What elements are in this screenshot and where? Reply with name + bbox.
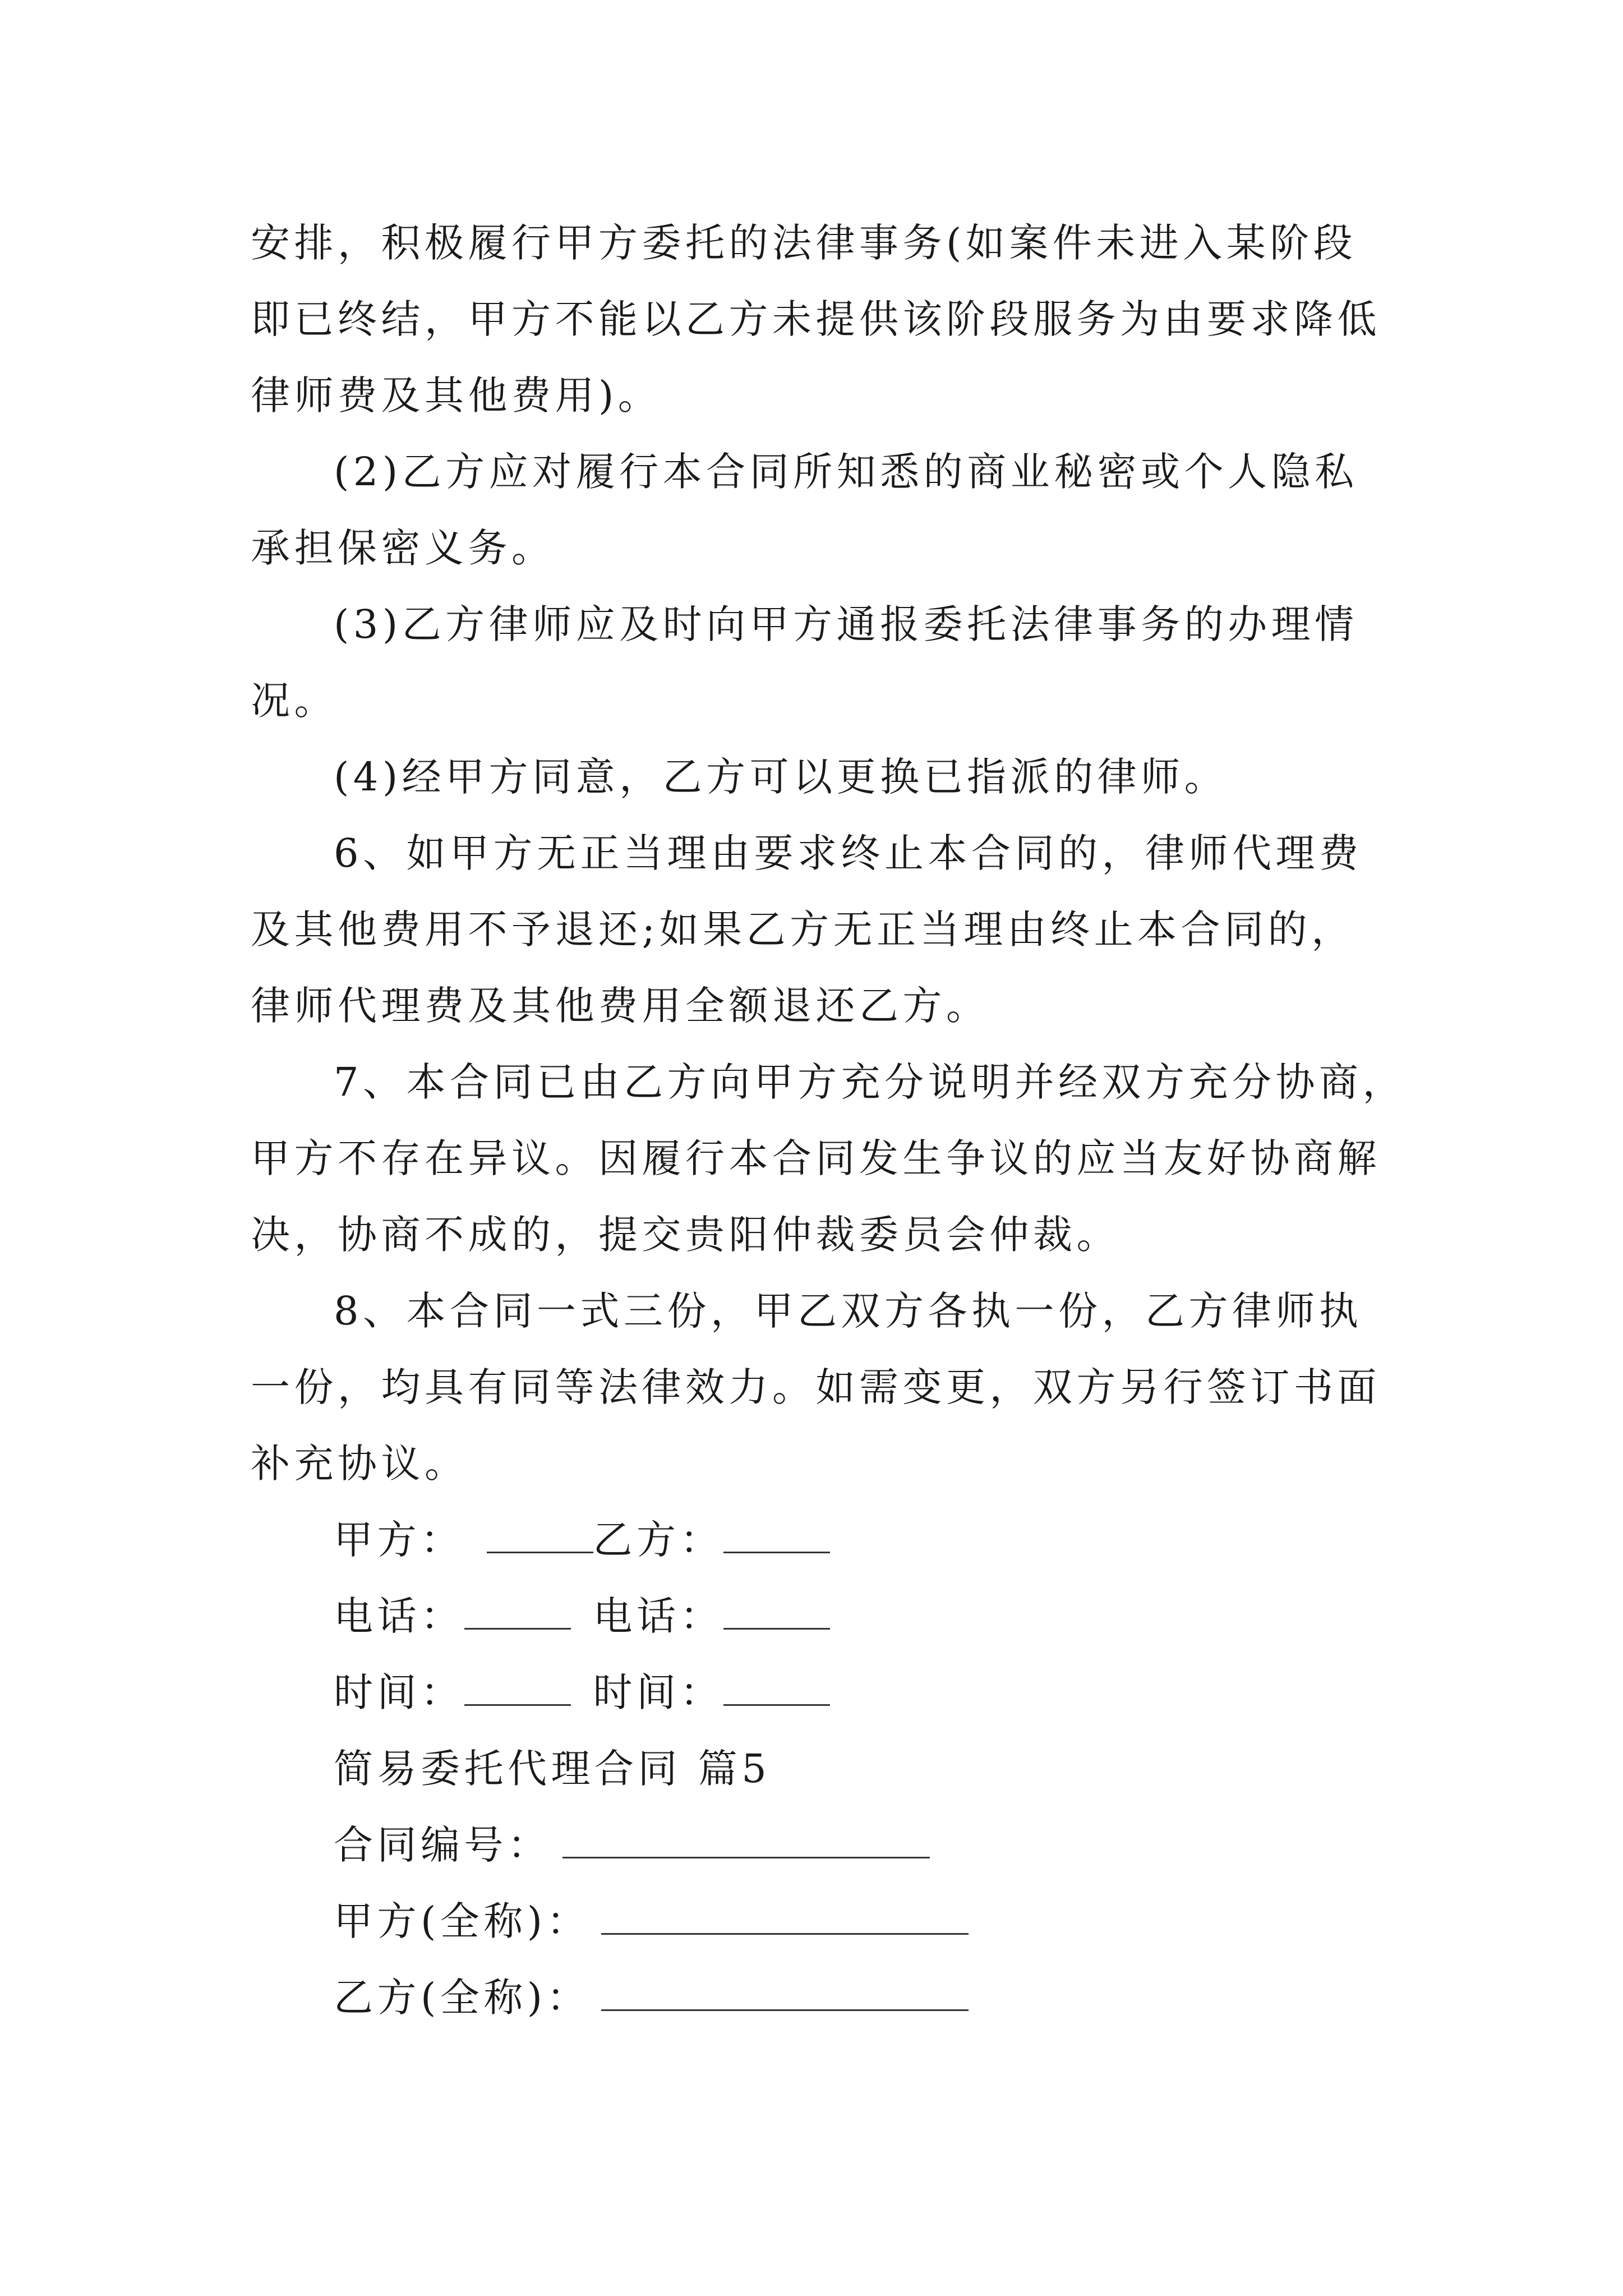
contract-number-blank[interactable] [562,1822,930,1858]
phone-a-label: 电话： [334,1593,464,1639]
phone-b-blank[interactable] [723,1593,830,1630]
phone-b-label: 电话： [593,1593,723,1639]
paragraph-line: 安排，积极履行甲方委托的法律事务(如案件未进入某阶段 [251,220,1357,266]
phone-a-blank[interactable] [464,1593,571,1630]
paragraph-line: 一份，均具有同等法律效力。如需变更，双方另行签订书面 [251,1364,1381,1410]
time-b-label: 时间： [593,1669,723,1715]
paragraph-line: 8、本合同一式三份，甲乙双方各执一份，乙方律师执 [334,1288,1363,1334]
paragraph-line: 律师代理费及其他费用全额退还乙方。 [251,983,990,1029]
paragraph-line: (2)乙方应对履行本合同所知悉的商业秘密或个人隐私 [334,449,1358,495]
contract-number-row [334,1820,930,1870]
paragraph-line: 承担保密义务。 [251,525,555,571]
signature-row-phone [334,1591,830,1641]
paragraph-line: 及其他费用不予退还;如果乙方无正当理由终止本合同的， [251,907,1355,953]
signature-row-party [334,1515,830,1565]
paragraph-line: (4)经甲方同意，乙方可以更换已指派的律师。 [334,754,1228,800]
signature-row-time [334,1667,830,1718]
paragraph-line: 决，协商不成的，提交贵阳仲裁委员会仲裁。 [251,1212,1120,1258]
party-a-full-row [334,1896,969,1947]
time-a-label: 时间： [334,1669,464,1715]
paragraph-line: 6、如甲方无正当理由要求终止本合同的，律师代理费 [334,830,1363,876]
paragraph-line: 补充协议。 [251,1441,468,1487]
paragraph-line: (3)乙方律师应及时向甲方通报委托法律事务的办理情 [334,601,1358,647]
paragraph-line: 律师费及其他费用)。 [251,372,662,418]
contract-number-label: 合同编号： [334,1822,551,1868]
time-b-blank[interactable] [723,1669,830,1706]
party-b-blank[interactable] [723,1517,830,1553]
party-a-full-blank[interactable] [601,1898,969,1935]
party-b-full-row [334,1972,969,2023]
time-a-blank[interactable] [464,1669,571,1706]
paragraph-line: 况。 [251,678,338,724]
paragraph-line: 7、本合同已由乙方向甲方充分说明并经双方充分协商， [334,1059,1407,1105]
party-a-full-label: 甲方(全称)： [334,1898,591,1944]
paragraph-line: 即已终结，甲方不能以乙方未提供该阶段服务为由要求降低 [251,296,1381,342]
party-b-full-label: 乙方(全称)： [334,1975,591,2021]
party-a-label: 甲方： [334,1517,464,1563]
party-b-full-blank[interactable] [601,1975,969,2011]
paragraph-line: 甲方不存在异议。因履行本合同发生争议的应当友好协商解 [251,1135,1381,1181]
section-title: 简易委托代理合同 篇5 [334,1746,771,1792]
party-b-label: 乙方： [593,1517,723,1563]
party-a-blank[interactable] [487,1517,593,1553]
